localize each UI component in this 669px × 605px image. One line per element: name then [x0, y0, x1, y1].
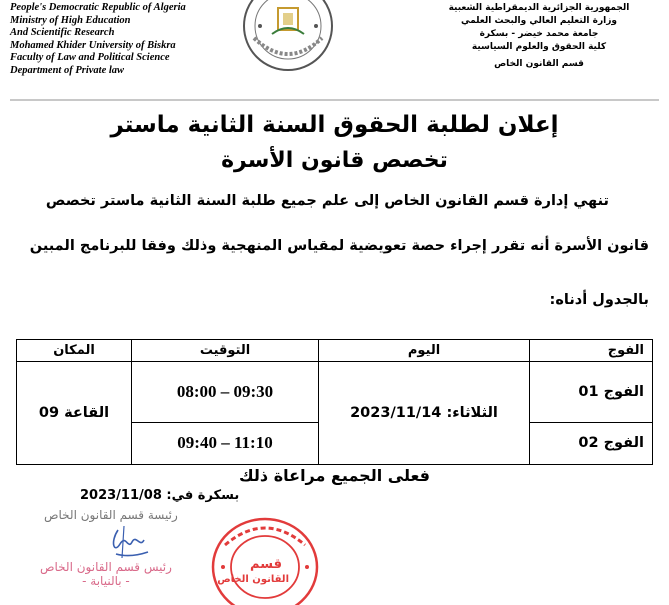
department-seal — [205, 505, 335, 605]
header-ar-line: كلية الحقوق والعلوم السياسية — [471, 42, 607, 52]
seal-text: القانون الخاص — [217, 574, 289, 585]
body-line: بالجدول أدناه: — [549, 292, 649, 308]
signature-stamp-text — [40, 560, 172, 588]
day-cell: الثلاثاء: 2023/11/14 — [319, 362, 530, 465]
stamp-line: - بالنيابة - — [82, 574, 130, 588]
announcement-subtitle: تخصص قانون الأسرة — [221, 148, 448, 173]
header-ar-line: جامعة محمد خيضر - بسكرة — [479, 29, 599, 39]
header-ar-line: الجمهورية الجزائرية الديمقراطية الشعبية — [448, 3, 630, 13]
time-cell: 11:10 – 09:40 — [132, 422, 319, 464]
header-en-line: Department of Private law — [10, 64, 125, 76]
seal-icon — [205, 505, 335, 605]
date-line: بسكرة في: 2023/11/08 — [80, 488, 240, 503]
header-divider — [10, 99, 659, 101]
body-line: تنهي إدارة قسم القانون الخاص إلى علم جميع طلبة السنة الثانية ماستر تخصص — [45, 193, 609, 209]
col-header-day: اليوم — [319, 340, 530, 362]
header-en-line: Ministry of High Education — [10, 14, 131, 26]
col-header-time: التوقيت — [132, 340, 319, 362]
header-en-line: Faculty of Law and Political Science — [10, 52, 170, 63]
place-cell: القاعة 09 — [17, 362, 132, 465]
header-arabic-block — [429, 2, 649, 71]
header-en-line: Mohamed Khider University of Biskra — [10, 39, 176, 51]
university-logo-icon — [240, 0, 336, 74]
header-en-line: People's Democratic Republic of Algeria — [10, 2, 186, 13]
header-ar-line: وزارة التعليم العالي والبحث العلمي — [460, 16, 618, 26]
announcement-title: إعلان لطلبة الحقوق السنة الثانية ماستر — [110, 112, 559, 138]
group-cell: الفوج 01 — [530, 362, 653, 423]
table-row — [17, 362, 653, 423]
closing-line: فعلى الجميع مراعاة ذلك — [239, 466, 430, 485]
time-cell: 09:30 – 08:00 — [132, 362, 319, 423]
seal-text: قسم — [250, 557, 282, 572]
group-cell: الفوج 02 — [530, 422, 653, 464]
header-en-line: And Scientific Research — [10, 27, 115, 38]
header-department: قسم القانون الخاص — [494, 59, 584, 69]
stamp-line: رئيس قسم القانون الخاص — [40, 560, 172, 574]
signatory-title: رئيسة قسم القانون الخاص — [44, 508, 178, 522]
col-header-place: المكان — [17, 340, 132, 362]
table-header-row — [17, 340, 653, 362]
schedule-table — [16, 339, 653, 465]
body-line: قانون الأسرة أنه تقرر إجراء حصة تعويضية لمقياس المنهجية وذلك وفقا للبرنامج المبين — [29, 238, 649, 254]
col-header-group: الفوج — [530, 340, 653, 362]
header-english-block — [10, 2, 240, 77]
